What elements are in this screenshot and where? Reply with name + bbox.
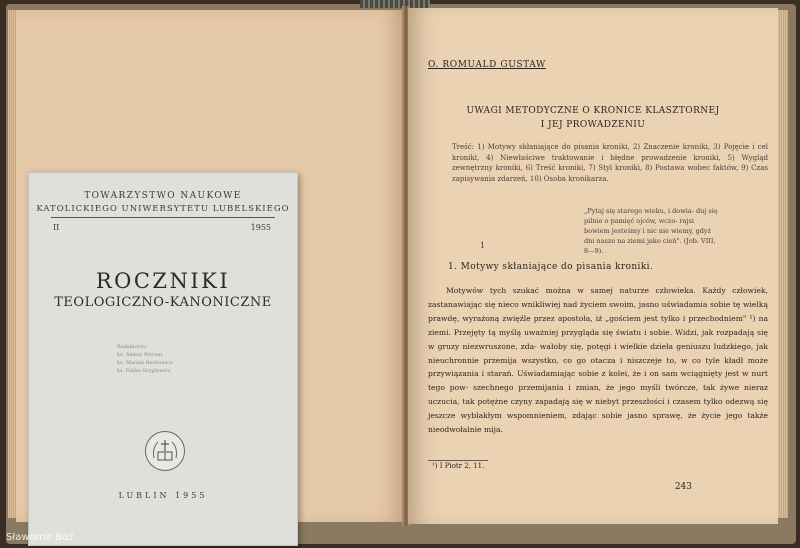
article-title-line-2: I JEJ PROWADZENIU [540, 120, 646, 130]
cover-editors [117, 343, 173, 375]
cover-editor: ks. Feliks Gryglewicz [117, 368, 171, 374]
footnote: ¹) I Piotr 2, 11. [432, 462, 485, 470]
motto-mark: 1 [480, 241, 486, 250]
photo-credit: Sławomir Baz [6, 532, 74, 543]
footnote-rule [428, 460, 488, 461]
cover-year: 1955 [250, 223, 271, 232]
page-number: 243 [674, 482, 692, 492]
article-contents: Treść: 1) Motywy skłaniające do pisania kroniki, 2) Znaczenie kroniki, 3) Pojęcie i cel kroniki, 4) Niewłaściwe traktowanie i błędne prowadzenie kroniki, 5) Wygląd zewnętrzny kroniki, 6) Treść kroniki, 7) Styl kroniki, 8) Postawa wobec faktów, 9) Czas zapisywania zdarzeń, 10) Osoba kronikarza. [452, 143, 768, 183]
cover-society-line-2: KATOLICKIEGO UNIWERSYTETU LUBELSKIEGO [36, 204, 290, 214]
right-page [408, 8, 778, 524]
article-title [408, 104, 778, 132]
section-heading: 1. Motywy skłaniające do pisania kroniki. [448, 262, 654, 272]
article-motto: „Pytaj się starego wieku, i dowia- duj się pilnie o pamięć ojców, wczo- rajsi bowiem jesteśmy i nic nie wiemy, gdyż dni nasze na ziemi jako cień". (Job. VIII, 8—9). [584, 207, 718, 255]
page-edges-right [778, 10, 788, 518]
article-title-line-1: UWAGI METODYCZNE O KRONICE KLASZTORNEJ [466, 106, 720, 116]
cover-rule [51, 217, 275, 218]
cover-title-line-1: ROCZNIKI [95, 269, 231, 293]
cover-editor: ks. Marian Rechowicz [117, 360, 173, 366]
cover-volume: II [53, 223, 60, 232]
article-body: Motywów tych szukać można w samej naturze człowieka. Każdy człowiek, zastanawiając się nieco wnikliwiej nad życiem swoim, jasno uświadamia sobie tę wielką prawdę, wyrażoną zwięźle przez apostoła, iż „gościem jest tylko i przechodniem" ¹) na ziemi. Przejęty tą myślą uważniej przygląda się światu i sobie. Widzi, jak rozpadają się w gruzy niezwruszone, zda- wałoby się, potęgi i wielkie dzieła geniuszu ludzkiego, jak nieuchronnie przemija wszystko, co go otacza i niszczeje to, w co tyle kładł może przywiązania i starań. Uświadamiając sobie z kolei, że i on sam wciągnięty jest w nurt tego pow- szechnego przemijania i zmian, że jego myśli twórcze, tak żywe nieraz uczucia, tak potężne czyny zapadają się w niebyt przeszłości i czasem tylko odezwą się jeszcze wyblakłym wspomnieniem, zdając sobie jasno sprawę, że życie jego także nieodwołalnie mija. [428, 286, 768, 435]
journal-cover [28, 172, 298, 546]
cover-editors-heading: Redaktorzy: [117, 344, 148, 350]
cover-title-line-2: TEOLOGICZNO-KANONICZNE [54, 295, 272, 310]
book-spine [360, 0, 430, 8]
cover-imprint: LUBLIN 1955 [118, 491, 208, 500]
university-emblem-icon [145, 431, 185, 471]
cover-society-line-1: TOWARZYSTWO NAUKOWE [84, 191, 242, 201]
article-author: O. ROMUALD GUSTAW [428, 60, 546, 70]
cover-editor: ks. Aleksy Petrani [117, 352, 163, 358]
